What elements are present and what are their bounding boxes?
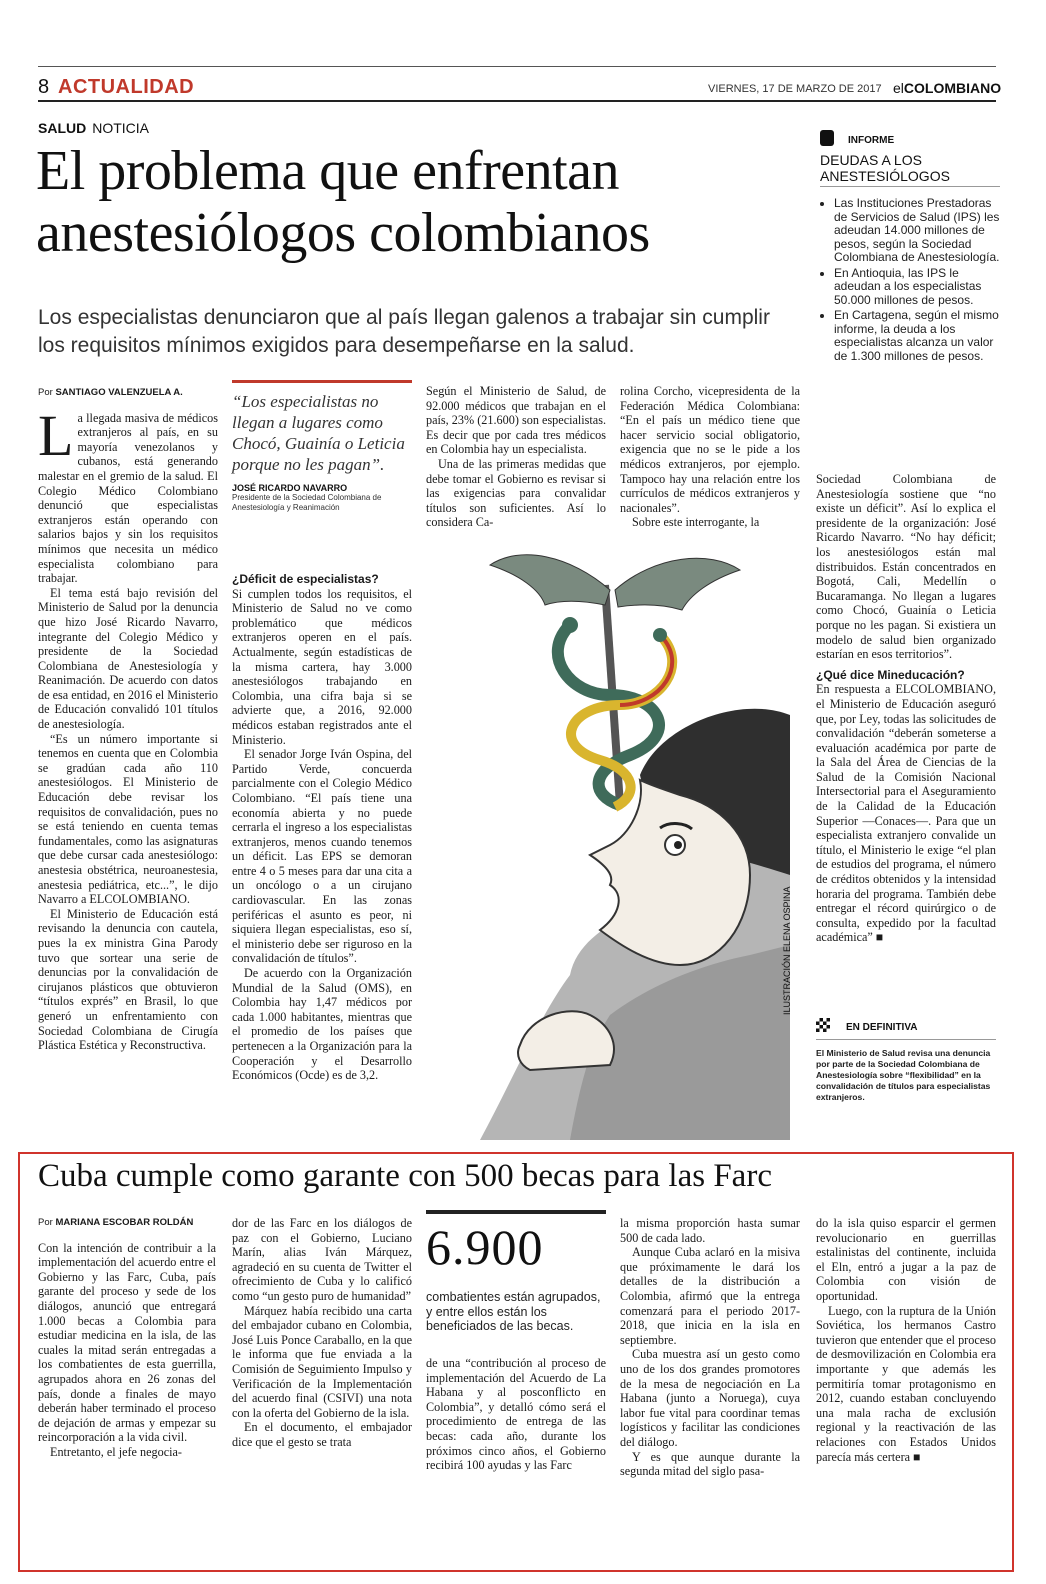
issue-date: VIERNES, 17 DE MARZO DE 2017	[708, 83, 882, 95]
paragraph: Márquez había recibido una carta del embajador cubano en Colombia, José Luis Ponce Caraballo, en la que le informa que fue enviada a la Comisión de Seguimiento Impulso y Verificación de la Implementación del acuerdo final (CSIVI) una nota con la oferta del Gobierno de la isla.	[232, 1303, 412, 1420]
paragraph: La llegada masiva de médicos extranjeros al país, en su mayoría venezolanos y cubanos, está generando malestar en el gremio de la salud. El Colegio Médico Colombiano denunció que especialistas extranjeros están operando con salarios bajos y sin los requisitos mínimos que necesita un médico especialista colombiano para trabajar.	[38, 402, 218, 586]
informe-list	[820, 197, 1000, 363]
pull-quote-role: Presidente de la Sociedad Colombiana de Anestesiología y Reanimación	[232, 493, 382, 512]
subheading: ¿Qué dice Mineducación?	[816, 667, 965, 682]
paragraph: Si cumplen todos los requisitos, el Ministerio de Salud no ve como problemático que médicos extranjeros operen en el país. Actualmente, según estadísticas de la misma cartera, hay 3.000 anestesiólogos trabajando en Colombia, una cifra baja si se advierte que, a 2016, 92.000 médicos estaban registrados ante el Ministerio.	[232, 586, 412, 747]
article2-column-5	[816, 1216, 996, 1464]
kicker-section: SALUD	[38, 120, 87, 136]
byline-author: SANTIAGO VALENZUELA A.	[55, 387, 183, 398]
illustration-credit	[782, 1003, 792, 1015]
article1-column-1	[38, 386, 218, 1053]
byline-author: MARIANA ESCOBAR ROLDÁN	[55, 1217, 194, 1228]
paragraph: rolina Corcho, vicepresidenta de la Federación Médica Colombiana: “En el país un médico tiene que hacer servicio social obligatorio, exigencia que no se le pide a los médicos extranjeros, por ejemplo. Tampoco hay una relación entre los currículos de médicos extranjeros y nacionales”.	[620, 384, 800, 515]
paragraph: “Es un número importante si tenemos en cuenta que en Colombia se gradúan cada año 110 anestesiólogos. El Ministerio de Educación debe revisar los requisitos de convalidación, pues no se está teniendo en cuenta temas fundamentales, como las asignaturas que debe cursar cada anestesiólogo: anestesia obstétrica, neuroanestesia, anestesia pediátrica, etc...”, le dijo Navarro a ELCOLOMBIANO.	[38, 731, 218, 907]
article1-column-5	[816, 472, 996, 945]
paragraph: Y es que aunque durante la segunda mitad del siglo pasa-	[620, 1449, 800, 1479]
pull-quote-text: “Los especialistas no llegan a lugares como Chocó, Guainía o Leticia porque no les pagan”.	[232, 392, 405, 474]
list-item: • En Antioquia, las IPS le adeudan a los especialistas 50.000 millones de pesos.	[834, 267, 1000, 308]
article2-column-1	[38, 1216, 216, 1460]
informe-sidebar	[820, 130, 1000, 365]
paragraph: En el documento, el embajador dice que el gesto se trata	[232, 1420, 412, 1449]
kicker-type: NOTICIA	[92, 120, 150, 136]
en-definitiva-text: El Ministerio de Salud revisa una denuncia por parte de la Sociedad Colombiana de Anestesiología sobre “flexibilidad” en la convalidación de títulos para especialistas extranjeros.	[816, 1039, 996, 1103]
paragraph: dor de las Farc en los diálogos de paz con el Gobierno, Luciano Marín, alias Iván Márquez, agradeció en su cuenta de Twitter el ofrecimiento de Cuba y lo calificó como “un gesto puro de humanidad”	[232, 1216, 412, 1303]
page-number: 8	[38, 76, 50, 98]
document-icon	[820, 130, 834, 146]
informe-title: DEUDAS A LOS ANESTESIÓLOGOS	[820, 152, 1000, 187]
informe-label: INFORME	[820, 130, 1000, 146]
stat-caption: combatientes están agrupados, y entre ellos están los beneficiados de las becas.	[426, 1290, 601, 1333]
paragraph: El senador Jorge Iván Ospina, del Partido Verde, concuerda parcialmente con el Colegio Médico Colombiano. “El país tiene una economía abierta y no puede cerrarla el ingreso a los especialistas extranjeros, menos cuando tenemos un déficit. Las EPS se demoran entre 4 o 5 meses para dar una cita a un oncólogo o a un cirujano cardiovascular. En las zonas periféricas el asunto es peor, ni siquiera llegan especialistas, eso sí, el ministerio debe ser riguroso en la convalidación de títulos”.	[232, 747, 412, 966]
section-name: ACTUALIDAD	[58, 76, 195, 98]
paragraph: De acuerdo con la Organización Mundial de la Salud (OMS), en Colombia hay 1,47 médicos por cada 1.000 habitantes, mientras que el promedio de los países que pertenecen a la Organización para la Cooperación y el Desarrollo Económicos (Ocde) es de 3,2.	[232, 966, 412, 1083]
paragraph: de una “contribución al proceso de implementación del Acuerdo de La Habana y al posconflicto en Colombia”, y detalló cómo será el procedimiento de entrega de las becas: cada año, durante los próximos cinco años, el Gobierno recibirá 100 ayudas y las Farc	[426, 1356, 606, 1473]
list-item: • Las Instituciones Prestadoras de Servicios de Salud (IPS) les adeudan 14.000 millones de pesos, según la Sociedad Colombiana de Anestesiología.	[834, 197, 1000, 265]
brand-name: COLOMBIANO	[903, 80, 1002, 96]
paragraph: Luego, con la ruptura de la Unión Soviética, los hermanos Castro tuvieron que entender que el proceso de desmovilización en Colombia era importante y que además les permitiría tomar protagonismo en 2012, cuando estaban concluyendo una mala racha de exclusión regional y la reactivación de las relaciones con Estados Unidos parecía más certera ■	[816, 1303, 996, 1464]
paragraph: Sociedad Colombiana de Anestesiología sostiene que “no existe un déficit”. Así lo explica el presidente de la organización: José Ricardo Navarro. “No hay déficit; los anestesiólogos están mal distribuidos. Están concentrados en Bogotá, Cali, Medellín o Bucaramanga. No llegan a lugares como Chocó, Guainía o Leticia porque no les pagan. Si existiera un modelo de salud bien organizado estarían en esos territorios”.	[816, 472, 996, 662]
byline	[38, 386, 218, 401]
pull-quote-name: JOSÉ RICARDO NAVARRO	[232, 483, 348, 493]
en-definitiva-box	[816, 1018, 996, 1103]
article-dek: Los especialistas denunciaron que al país llegan galenos a trabajar sin cumplir los requisitos mínimos exigidos para desempeñarse en la salud.	[38, 306, 770, 357]
article-headline: El problema que enfrentan anestesiólogos colombianos	[36, 140, 650, 264]
subheading: ¿Déficit de especialistas?	[232, 572, 379, 586]
checkered-icon	[816, 1018, 830, 1032]
paragraph: Una de las primeras medidas que debe tomar el Gobierno es revisar si las exigencias para convalidar títulos son suficientes. Así lo considera Ca-	[426, 456, 606, 530]
article-kicker	[38, 120, 149, 136]
byline: Por MARIANA ESCOBAR ROLDÁN	[38, 1217, 194, 1228]
paragraph: Sobre este interrogante, la	[632, 515, 760, 530]
drop-cap: L	[38, 402, 74, 468]
article2-column-4	[620, 1216, 800, 1479]
article2-headline: Cuba cumple como garante con 500 becas para las Farc	[38, 1158, 772, 1194]
paragraph: Entretanto, el jefe negocia-	[50, 1444, 182, 1459]
article2-column-3	[426, 1356, 606, 1473]
byline-prefix: Por	[38, 387, 53, 398]
paragraph: Aunque Cuba aclaró en la misiva que próximamente le dará los detalles de la distribución a Colombia, afirmó que la entrega comenzará para el periodo 2017-2018, que inicia en la isla en septiembre.	[620, 1245, 800, 1347]
article1-column-4	[620, 384, 800, 530]
en-definitiva-label: EN DEFINITIVA	[816, 1018, 996, 1033]
brand-prefix: el	[893, 80, 904, 96]
stat-number: 6.900	[426, 1219, 544, 1275]
paragraph: En respuesta a ELCOLOMBIANO, el Ministerio de Educación aseguró que, por Ley, todas las solicitudes de convalidación “deberán someterse a evaluación académica por parte de la Sala del Área de Ciencias de la Salud de la Comisión Nacional Intersectorial para el Aseguramiento de la Calidad de la Educación Superior —Conaces—. Para que un especialista extranjero convalide un título, el Ministerio le exige “el plan de estudios del programa, el número de créditos obtenidos y la intensidad horaria del programa. También debe entregar el récord quirúrgico o de consulta, expedido por la facultad académica” ■	[816, 682, 996, 945]
paragraph: Según el Ministerio de Salud, de 92.000 médicos que trabajan en el país, 23% (21.600) son especialistas. Es decir que por cada tres médicos en Colombia hay un especialista.	[426, 384, 606, 457]
article1-column-2	[232, 572, 412, 1083]
article2-column-2	[232, 1216, 412, 1450]
paragraph: El tema está bajo revisión del Ministerio de Salud por la denuncia que hizo José Ricardo Navarro, integrante del Colegio Médico y presidente de la Sociedad Colombiana de Anestesiología y Reanimación. De acuerdo con datos de esa entidad, en 2016 el Ministerio de Educación convalidó 101 títulos de anestesiología.	[38, 585, 218, 732]
article1-column-3	[426, 384, 606, 530]
masthead-rule	[38, 100, 996, 102]
anesthesiologist-illustration	[420, 545, 800, 1140]
stat-callout	[426, 1210, 606, 1334]
paragraph: Con la intención de contribuir a la implementación del acuerdo entre el Gobierno y las Farc, Cuba, país garante del proceso y sede de los diálogos, anunció que entregará 1.000 becas a Colombia para estudiar medicina en la isla, de las cuales la mitad serán entregadas a los combatientes de esta guerrilla, agrupados ahora en 26 zonas del país, donde a finales de mayo deberán haber terminado el proceso de dejación de armas y empezar su reincorporación a la vida civil.	[38, 1240, 216, 1445]
top-rule	[38, 66, 996, 67]
pull-quote	[232, 380, 412, 513]
list-item: • En Cartagena, según el mismo informe, la deuda a los especialistas alcanza un valor de 1.300 millones de pesos.	[834, 309, 1000, 363]
paragraph: la misma proporción hasta sumar 500 de cada lado.	[620, 1216, 800, 1245]
newspaper-logo	[893, 80, 1001, 96]
paragraph: Cuba muestra así un gesto como uno de los dos grandes promotores de la mesa de negociación en La Habana (junto a Noruega), cuya labor fue vital para coordinar temas logísticos y facilitar las condiciones del diálogo.	[620, 1347, 800, 1449]
paragraph: El Ministerio de Educación está revisando la denuncia con cautela, pues la ex ministra Gina Parody tuvo que sortear una serie de denuncias por la convalidación de cirujanos plásticos que obtuvieron “títulos exprés” en Brasil, lo que generó un enfrentamiento con Sociedad Colombiana de Cirugía Plástica Estética y Reconstructiva.	[38, 906, 218, 1053]
paragraph: do la isla quiso esparcir el germen revolucionario en guerrillas estalinistas del continente, incluida el Eln, entró a jugar a la paz de Colombia con visión de oportunidad.	[816, 1216, 996, 1303]
